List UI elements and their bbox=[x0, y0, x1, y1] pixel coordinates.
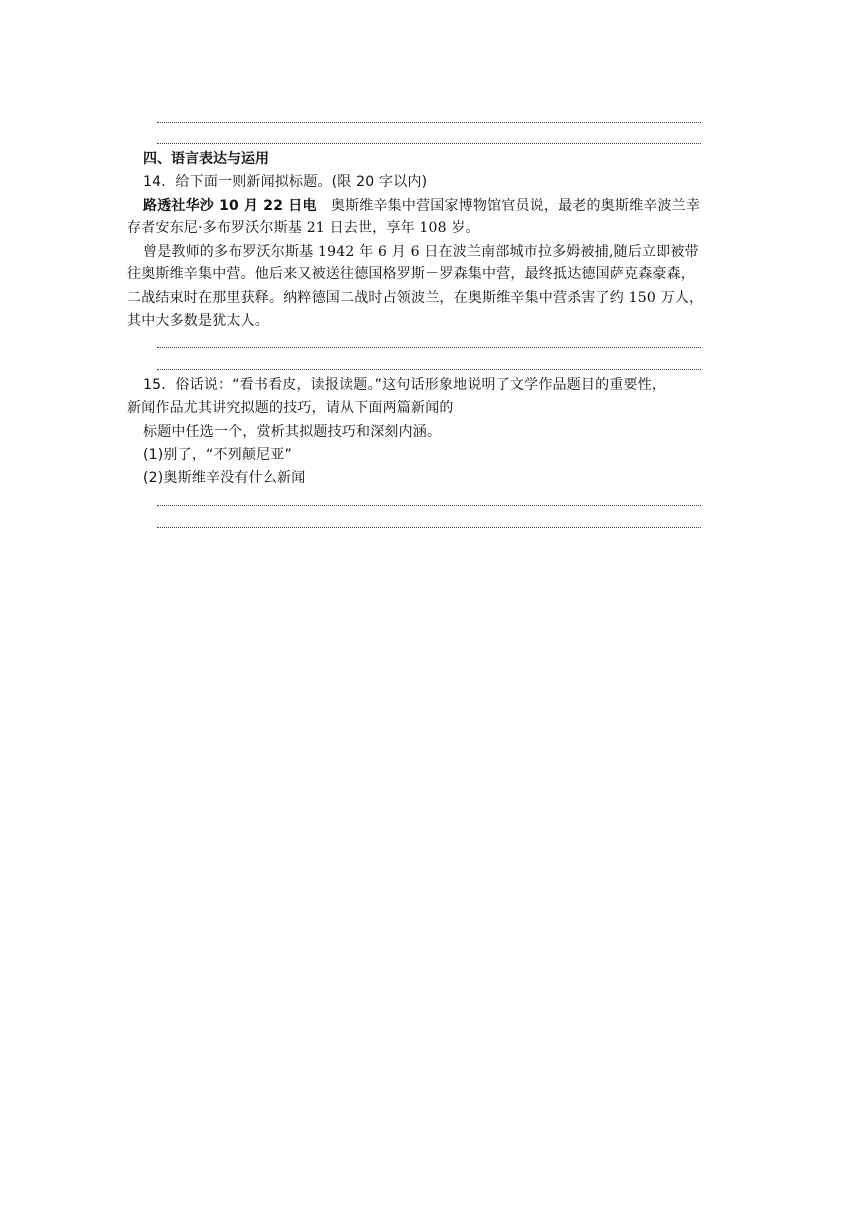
question-14-prompt: 14．给下面一则新闻拟标题。(限 20 字以内) bbox=[143, 174, 428, 190]
question-14-paragraph-2-line-1: 曾是教师的多布罗沃尔斯基 1942 年 6 月 6 日在波兰南部城市拉多姆被捕,随后立即被带 bbox=[143, 244, 699, 260]
question-14-paragraph-2-line-3: 二战结束时在那里获释。纳粹德国二战时占领波兰，在奥斯维辛集中营杀害了约 150 万人， bbox=[127, 290, 704, 306]
answer-line bbox=[157, 143, 701, 144]
answer-line bbox=[157, 369, 701, 370]
answer-line bbox=[157, 122, 701, 123]
answer-line bbox=[157, 505, 701, 506]
question-14-paragraph-2-line-4: 其中大多数是犹太人。 bbox=[127, 313, 269, 329]
news-text: 奥斯维辛集中营国家博物馆官员说，最老的奥斯维辛波兰幸 bbox=[330, 198, 701, 214]
answer-line bbox=[157, 527, 701, 528]
question-14-paragraph-1-line-1 bbox=[143, 197, 700, 215]
question-15-line-3: 标题中任选一个，赏析其拟题技巧和深刻内涵。 bbox=[143, 424, 442, 440]
question-15-option-1: (1)别了，“不列颠尼亚” bbox=[143, 447, 292, 463]
news-dateline: 路透社华沙 10 月 22 日电 bbox=[143, 198, 317, 214]
section-title: 四、语言表达与运用 bbox=[143, 151, 269, 167]
question-15-line-2: 新闻作品尤其讲究拟题的技巧，请从下面两篇新闻的 bbox=[127, 400, 454, 416]
question-15-line-1: 15．俗话说：“看书看皮，读报读题。”这句话形象地说明了文学作品题目的重要性， bbox=[143, 377, 667, 393]
question-15-option-2: (2)奥斯维辛没有什么新闻 bbox=[143, 470, 306, 486]
question-14-paragraph-1-line-2: 存者安东尼·多布罗沃尔斯基 21 日去世，享年 108 岁。 bbox=[127, 220, 480, 236]
question-14-paragraph-2-line-2: 往奥斯维辛集中营。他后来又被送往德国格罗斯－罗森集中营，最终抵达德国萨克森豪森， bbox=[127, 266, 695, 282]
answer-line bbox=[157, 347, 701, 348]
